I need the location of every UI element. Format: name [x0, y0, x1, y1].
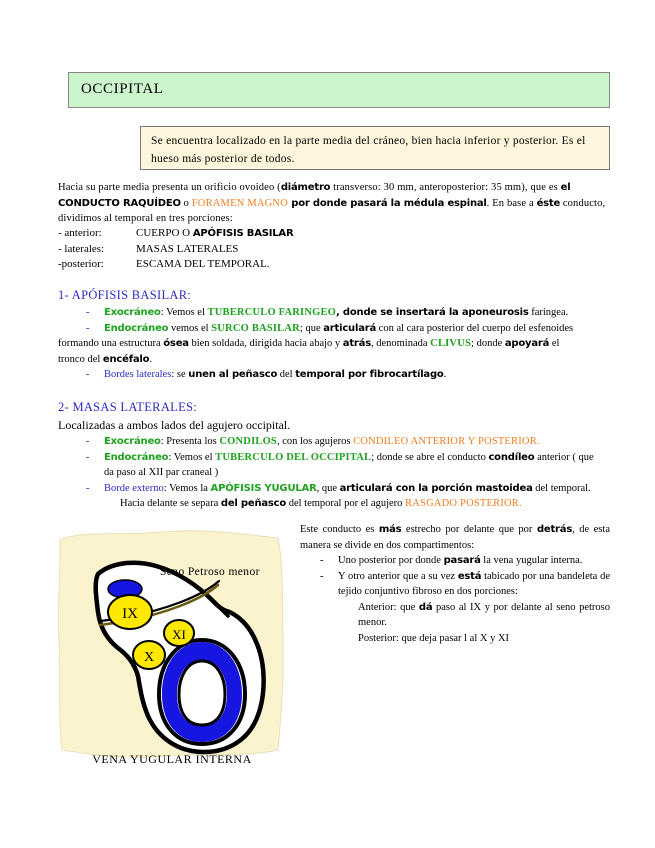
s1l3-a: tronco del [58, 353, 103, 365]
rc-p1-a: Este conducto es [300, 524, 379, 535]
s2b3-t2: , que [316, 482, 340, 494]
s1b2-t2: ; que [299, 322, 324, 334]
rc-i1-a: Uno posterior por donde [338, 555, 444, 566]
page-title: OCCIPITAL [81, 81, 164, 97]
exocraneo-label-2: Exocráneo [104, 436, 161, 447]
s2l2-a: Hacia delante se separa [120, 498, 221, 509]
s2b1-t1: : Presenta los [160, 436, 220, 447]
rc-s1-da: dá [418, 601, 433, 613]
s1l2-a: formando una estructura [58, 338, 164, 349]
section-1-heading: 1- APÓFISIS BASILAR: [58, 288, 192, 302]
rc-p1-c: estrecho por delante que por [401, 524, 537, 535]
intro-t5: . En base a [486, 197, 537, 209]
nerve-ix-group [108, 595, 152, 629]
s1b3-t5: . [443, 369, 447, 380]
intro-t1: Hacia su parte media presenta un orificio ovoideo ( [58, 182, 281, 193]
portion-row [58, 257, 610, 273]
section-1-body [58, 305, 610, 383]
s1b2-t4: con al cara posterior del cuerpo del esfenoides [376, 322, 574, 334]
apofisis-yugular-term: APÓFISIS YUGULAR [210, 482, 317, 494]
s2b2-t2: ; donde se abre el conducto [371, 451, 489, 463]
s1l2-e: , denominada [370, 338, 431, 349]
s2b3-t4: del temporal. [532, 482, 591, 494]
section-1-bullet-exocraneo [58, 305, 610, 321]
portion-row [58, 242, 610, 258]
nerve-x-group [133, 641, 165, 669]
nerve-xi-group [164, 620, 194, 646]
diagram-svg [52, 522, 292, 767]
callout-text: Se encuentra localizado en la parte media del cráneo, bien hacia inferior y posterior. Es el hueso más posterior de todos. [151, 135, 586, 165]
condileo-ant-post-term: CONDILEO ANTERIOR Y POSTERIOR. [353, 436, 540, 447]
portion-value: MASAS LATERALES [136, 242, 239, 255]
section-1-bullet-bordes-laterales [58, 367, 610, 383]
s2b3-t1: : Vemos la [163, 482, 211, 494]
s1l2-atras: atrás [342, 338, 371, 349]
portion-label: -posterior: [58, 258, 104, 270]
section-2-bullet-endocraneo [58, 450, 610, 466]
rc-p1-e: , de esta manera se divide en dos compartimentos: [300, 524, 610, 551]
rc-i2-c: tabicado por una bandeleta de tejido conjuntivo fibroso en dos porciones: [338, 570, 610, 597]
s2l2-penasco: del peñasco [220, 498, 287, 509]
s1l2-c: bien soldada, dirigida hacia abajo y [188, 338, 343, 349]
rc-s1-c: paso al IX y por delante al seno petroso menor. [358, 601, 610, 628]
intro-este: éste [536, 197, 561, 209]
condilos-term: CONDILOS [219, 436, 277, 447]
jugular-foramen-description [300, 522, 610, 646]
intro-t6: conducto, dividimos al temporal en tres porciones: [58, 197, 606, 224]
portions-list [58, 226, 610, 273]
tuberculo-occipital-term: TUBERCULO DEL OCCIPITAL [215, 451, 372, 463]
borde-externo-label: Borde externo [104, 482, 164, 494]
endocraneo-label: Endocráneo [104, 322, 169, 334]
section-2-bullet-borde-externo [58, 481, 610, 497]
s1b2-articulara: articulará [323, 322, 377, 334]
portion-label: - laterales: [58, 242, 105, 255]
s1b1-t1: : Vemos el [160, 307, 208, 318]
section-2-body [58, 434, 610, 512]
s1b3-t3: del [277, 369, 296, 380]
rc-item-anterior [300, 569, 610, 600]
section-1-endocraneo-line2 [58, 336, 610, 352]
nerve-x-label: X [143, 650, 155, 665]
section-1-bullet-endocraneo [58, 321, 610, 337]
diagram-label-bottom: VENA YUGULAR INTERNA [92, 752, 252, 766]
nerve-ix-label: IX [122, 606, 138, 622]
diagram-label-top: Seno Petroso menor [160, 566, 260, 578]
intro-t2: transverso: 30 mm, anteroposterior: 35 mm), que es [330, 182, 561, 193]
rc-paragraph-1 [300, 522, 610, 553]
s1l2-osea: ósea [163, 338, 189, 349]
s2b3-t3: articulará con la porción mastoidea [339, 482, 533, 494]
rasgado-posterior-term: RASGADO POSTERIOR. [405, 498, 522, 509]
s1b3-t2: unen al peñasco [188, 369, 278, 380]
exocraneo-label: Exocráneo [104, 307, 161, 318]
intro-foramen-magno: FORAMEN MAGNO [191, 197, 288, 209]
rc-s1-a: Anterior: que [358, 601, 419, 613]
s1l2-i: el [549, 338, 560, 349]
s1b2-t1: vemos el [168, 322, 212, 334]
s1b1-t2: , donde se insertará la aponeurosis [336, 307, 529, 318]
rc-i1-pasara: pasará [443, 555, 481, 566]
s1l2-g: ; donde [471, 338, 505, 349]
intro-paragraph [58, 180, 610, 227]
surco-basilar-term: SURCO BASILAR [211, 322, 300, 334]
rc-i2-esta: está [457, 570, 482, 582]
nerve-xi-label: XI [172, 627, 186, 642]
rc-i2-a: Y otro anterior que a su vez [338, 570, 458, 582]
s2l2-c: del temporal por el agujero [286, 498, 406, 509]
section-2-endocraneo-line2: da paso al XII par craneal ) [104, 467, 219, 478]
s1b3-t4: temporal por fibrocartílago [295, 369, 444, 380]
portion-value-emph: APÓFISIS BASILAR [192, 228, 294, 239]
s1b1-t3: faringea. [528, 307, 569, 318]
intro-line [58, 180, 610, 227]
s2b2-t4: anterior ( que [534, 451, 594, 463]
page-title-banner [68, 72, 610, 108]
s1b3-t1: : se [171, 369, 189, 380]
section-2-subtitle: Localizadas a ambos lados del agujero occipital. [58, 418, 291, 432]
s1l3-encefalo: encéfalo [102, 353, 150, 365]
s2b2-condileo: condíleo [488, 451, 535, 463]
vein-lumen [179, 661, 225, 725]
s2b1-t2: , con los agujeros [276, 436, 354, 447]
intro-diametro: diámetro [280, 182, 331, 193]
s2b2-t1: : Vemos el [168, 451, 216, 463]
rc-i1-c: la vena yugular interna. [480, 555, 583, 566]
section-2-borde-externo-line2 [58, 496, 610, 512]
intro-t4: por donde pasará la médula espinal [287, 197, 487, 209]
clivus-term: CLIVUS [430, 338, 472, 349]
portion-value: ESCAMA DEL TEMPORAL. [136, 258, 270, 270]
bordes-laterales-label: Bordes laterales [104, 369, 172, 380]
s1l3-c: . [149, 353, 152, 365]
rc-p1-mas: más [378, 524, 402, 535]
rc-sub-posterior: Posterior: que deja pasar l al X y XI [358, 632, 510, 644]
intro-conducto-raquideo: el CONDUCTO RAQUÍDEO [58, 182, 571, 209]
section-2-heading: 2- MASAS LATERALES: [58, 400, 198, 414]
rc-item-posterior [300, 553, 610, 569]
section-2-bullet-exocraneo [58, 434, 610, 450]
jugular-foramen-diagram [52, 522, 292, 767]
tuberculo-faringeo-term: TUBERCULO FARINGEO [207, 307, 337, 318]
endocraneo-label-2: Endocráneo [104, 451, 169, 463]
definition-callout-box [140, 126, 610, 170]
portion-row [58, 226, 610, 242]
portion-label: - anterior: [58, 227, 102, 239]
intro-t3: o [180, 197, 192, 209]
portion-value: CUERPO O [136, 227, 193, 239]
rc-sub-anterior [300, 600, 610, 631]
section-1-endocraneo-line3 [58, 352, 610, 368]
s1l2-apoyara: apoyará [504, 338, 550, 349]
rc-p1-detras: detrás [536, 524, 573, 535]
